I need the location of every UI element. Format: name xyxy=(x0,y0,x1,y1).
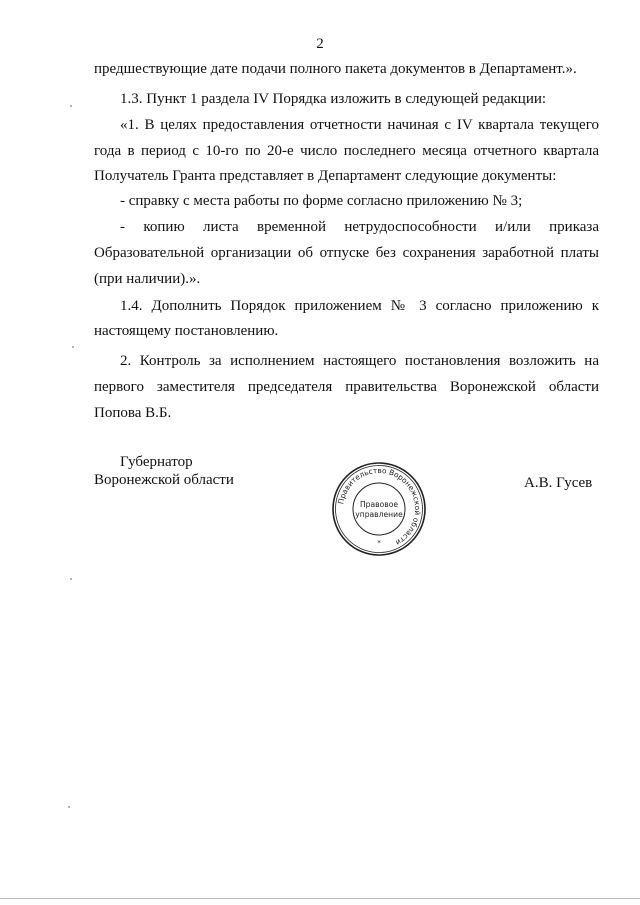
text-line: (при наличии).». xyxy=(94,271,201,287)
margin-mark xyxy=(72,346,74,348)
text-line: года в период с 10-го по 20-е число последнего месяца отчетного квартала xyxy=(94,143,599,159)
official-stamp xyxy=(330,460,428,558)
margin-mark xyxy=(70,578,72,580)
text-line: 2. Контроль за исполнением настоящего постановления возложить на xyxy=(120,353,599,369)
bottom-rule xyxy=(0,898,640,899)
text-line: Образовательной организации об отпуске без сохранения заработной платы xyxy=(94,245,599,261)
stamp-inner-line2: управление xyxy=(355,510,403,519)
stamp-ring-textpath: Правительство Воронежской области xyxy=(336,465,423,548)
text-line: первого заместителя председателя правительства Воронежской области xyxy=(94,379,599,395)
margin-mark xyxy=(68,806,70,808)
text-line: - копию листа временной нетрудоспособности и/или приказа xyxy=(120,219,599,235)
text-line: предшествующие дате подачи полного пакета документов в Департамент.». xyxy=(94,61,577,77)
text-line: - справку с места работы по форме согласно приложению № 3; xyxy=(120,193,523,209)
text-line: 1.4. Дополнить Порядок приложением № 3 согласно приложению к xyxy=(120,298,599,314)
signatory-title: Губернатор xyxy=(120,454,193,470)
margin-mark xyxy=(70,105,72,107)
stamp-star: * xyxy=(377,539,381,547)
text-line: «1. В целях предоставления отчетности начиная с IV квартала текущего xyxy=(120,117,599,133)
text-line: Попова В.Б. xyxy=(94,405,172,421)
text-line: 1.3. Пункт 1 раздела IV Порядка изложить в следующей редакции: xyxy=(120,91,547,107)
signatory-region: Воронежской области xyxy=(94,472,234,488)
text-line: настоящему постановлению. xyxy=(94,323,279,339)
signatory-name: А.В. Гусев xyxy=(524,475,593,491)
stamp-inner-line1: Правовое xyxy=(359,500,399,509)
page-number: 2 xyxy=(316,36,324,52)
text-line: Получатель Гранта представляет в Департамент следующие документы: xyxy=(94,168,557,184)
